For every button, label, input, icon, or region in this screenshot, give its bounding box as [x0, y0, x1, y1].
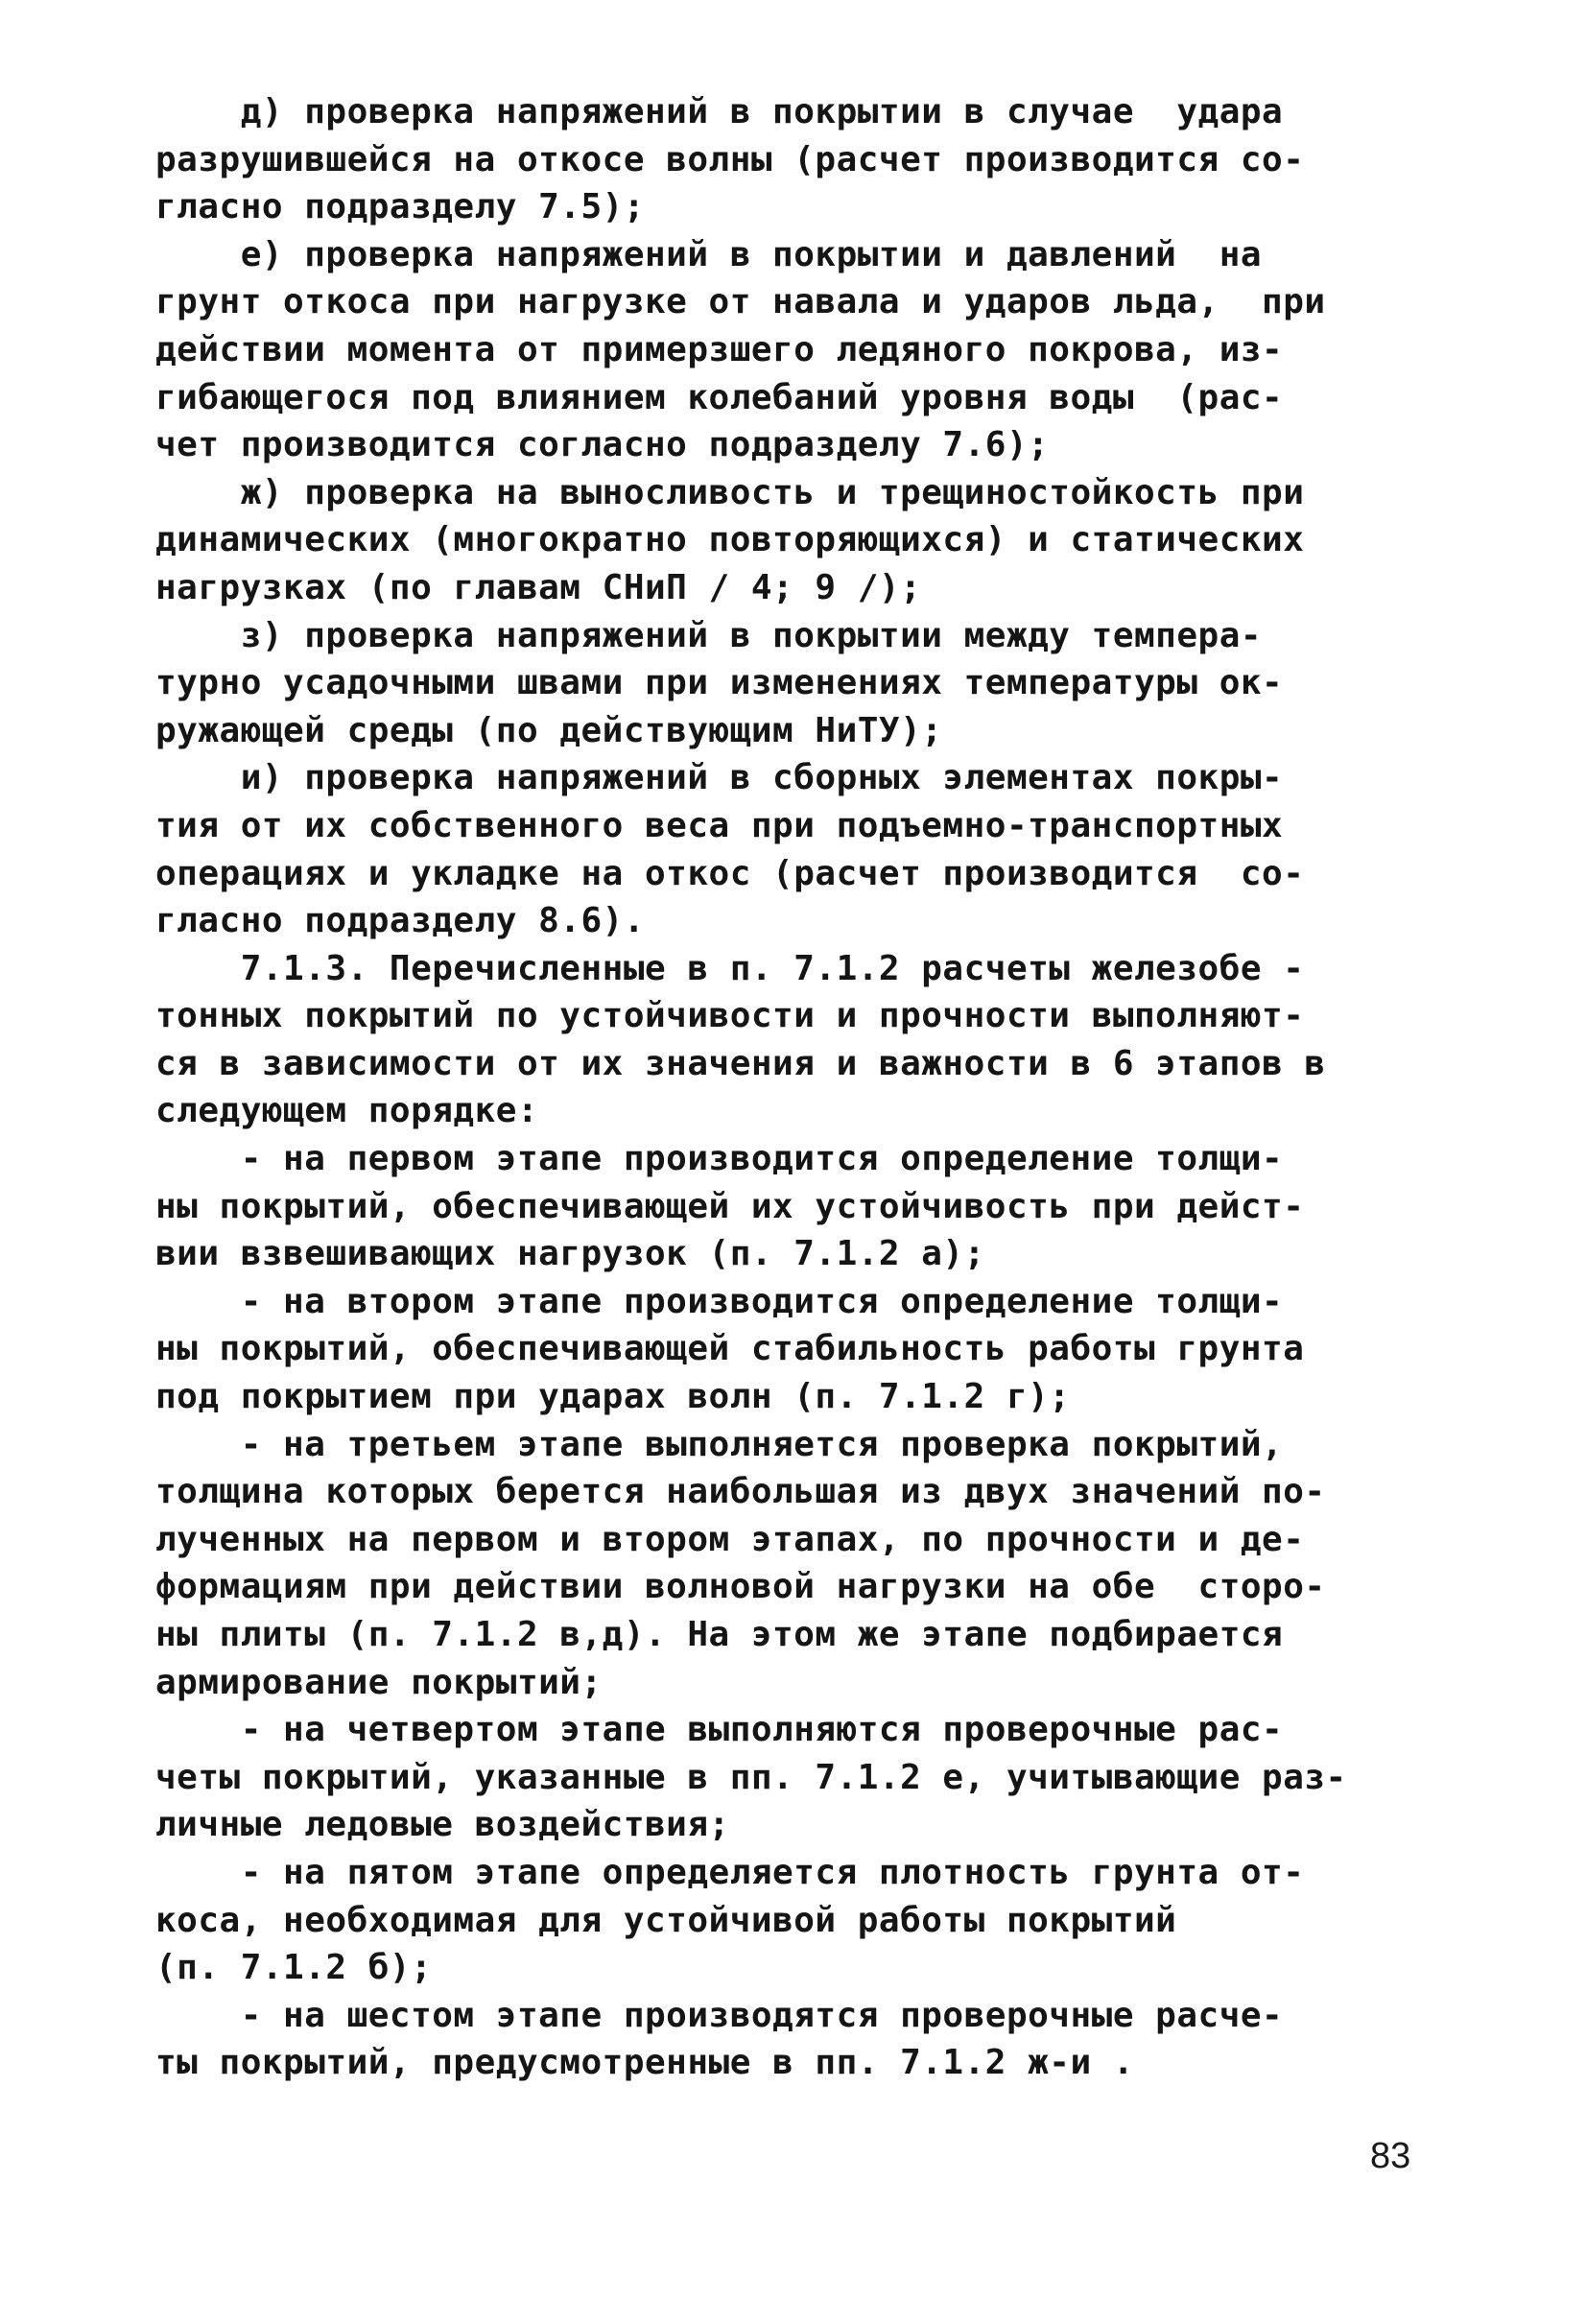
text-line: ся в зависимости от их значения и важности в 6 этапов в — [155, 1043, 1326, 1083]
text-line: з) проверка напряжений в покрытии между темпера- — [155, 615, 1263, 655]
text-line: тонных покрытий по устойчивости и прочности выполняют- — [155, 996, 1305, 1036]
text-line: лученных на первом и втором этапах, по прочности и де- — [155, 1519, 1305, 1559]
text-line: следующем порядке: — [155, 1091, 539, 1131]
text-line: толщина которых берется наибольшая из двух значений по- — [155, 1472, 1326, 1512]
text-line: - на первом этапе производится определение толщи- — [155, 1139, 1284, 1179]
text-line: разрушившейся на откосе волны (расчет производится со- — [155, 139, 1305, 179]
text-line: - на втором этапе производится определение толщи- — [155, 1281, 1284, 1321]
text-line: формациям при действии волновой нагрузки на обе сторо- — [155, 1567, 1326, 1607]
text-line: под покрытием при ударах волн (п. 7.1.2 г); — [155, 1377, 1071, 1417]
text-line: гласно подразделу 7.5); — [155, 187, 645, 227]
text-line: ны плиты (п. 7.1.2 в,д). На этом же этапе подбирается — [155, 1615, 1284, 1654]
text-line: ружающей среды (по действующим НиТУ); — [155, 710, 943, 750]
page-number: 83 — [1370, 2136, 1411, 2176]
text-line: е) проверка напряжений в покрытии и давлений на — [155, 234, 1263, 274]
text-line: турно усадочными швами при изменениях температуры ок- — [155, 663, 1284, 703]
text-line: ж) проверка на выносливость и трещиностойкость при — [155, 472, 1305, 512]
text-line: 7.1.3. Перечисленные в п. 7.1.2 расчеты железобе - — [155, 948, 1305, 988]
text-line: (п. 7.1.2 б); — [155, 1948, 433, 1988]
text-line: личные ледовые воздействия; — [155, 1805, 730, 1845]
text-line: ны покрытий, обеспечивающей их устойчивость при дейст- — [155, 1186, 1305, 1226]
text-line: динамических (многократно повторяющихся) и статических — [155, 520, 1305, 560]
text-line: гласно подразделу 8.6). — [155, 901, 645, 941]
text-line: четы покрытий, указанные в пп. 7.1.2 е, учитывающие раз- — [155, 1757, 1347, 1797]
text-line: армирование покрытий; — [155, 1662, 603, 1702]
body-text — [155, 88, 1451, 2087]
text-line: ты покрытий, предусмотренные в пп. 7.1.2 ж-и . — [155, 2043, 1134, 2083]
text-line: - на четвертом этапе выполняются проверочные рас- — [155, 1710, 1284, 1750]
text-line: д) проверка напряжений в покрытии в случае удара — [155, 92, 1284, 131]
text-line: нагрузках (по главам СНиП / 4; 9 /); — [155, 567, 922, 607]
text-line: чет производится согласно подразделу 7.6); — [155, 425, 1050, 465]
text-line: вии взвешивающих нагрузок (п. 7.1.2 а); — [155, 1234, 985, 1274]
text-line: и) проверка напряжений в сборных элементах покры- — [155, 758, 1284, 798]
text-line: действии момента от примерзшего ледяного покрова, из- — [155, 329, 1284, 369]
text-line: операциях и укладке на откос (расчет производится со- — [155, 853, 1305, 893]
text-line: грунт откоса при нагрузке от навала и ударов льда, при — [155, 282, 1326, 322]
text-line: тия от их собственного веса при подъемно-транспортных — [155, 805, 1284, 845]
text-line: - на третьем этапе выполняется проверка покрытий, — [155, 1424, 1284, 1464]
text-line: - на пятом этапе определяется плотность грунта от- — [155, 1852, 1305, 1892]
text-line: коса, необходимая для устойчивой работы покрытий — [155, 1900, 1177, 1940]
text-line: гибающегося под влиянием колебаний уровня воды (рас- — [155, 377, 1284, 417]
text-line: - на шестом этапе производятся проверочные расче- — [155, 1995, 1284, 2035]
text-line: ны покрытий, обеспечивающей стабильность работы грунта — [155, 1329, 1305, 1369]
